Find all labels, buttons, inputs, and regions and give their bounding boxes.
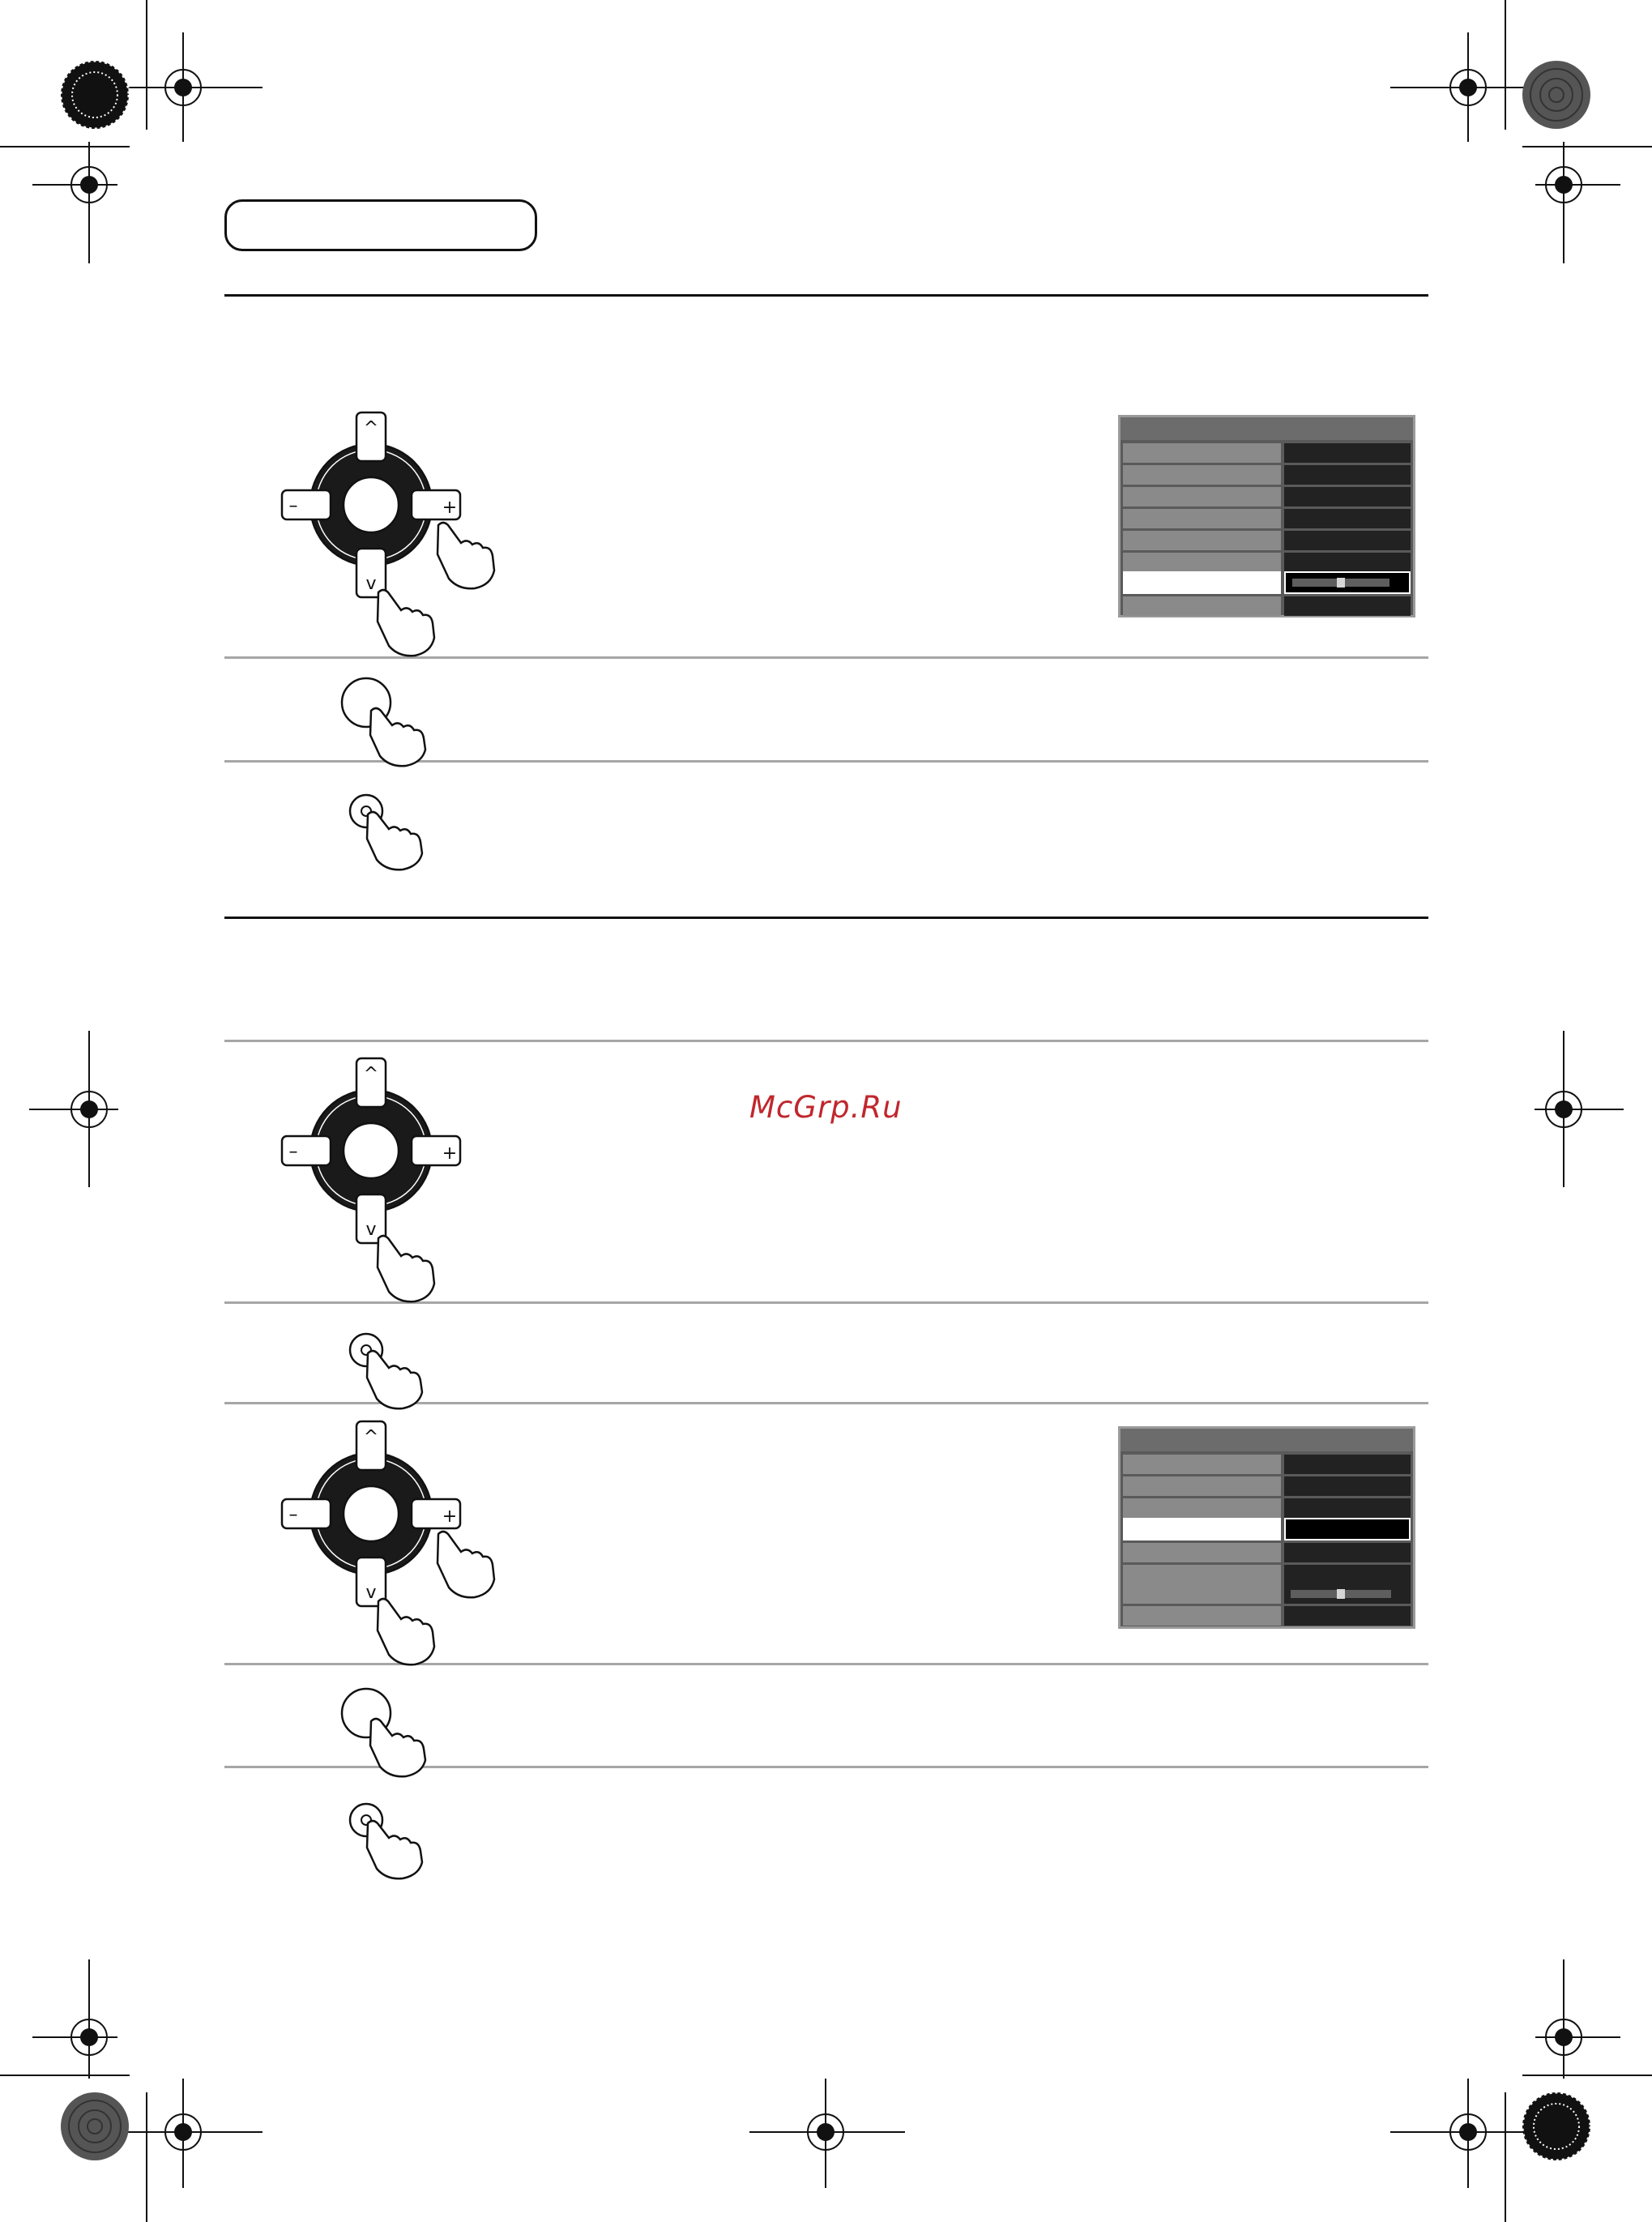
- osd-menu: [1118, 415, 1415, 617]
- osd-menu-row: [1123, 1565, 1411, 1584]
- osd-slider: [1291, 1590, 1391, 1598]
- osd-menu-row: [1123, 443, 1411, 463]
- osd-menu-header: [1121, 417, 1413, 440]
- hand-pointer-icon: [370, 708, 425, 766]
- plus-key-label: +: [442, 498, 458, 518]
- osd-menu-row: [1123, 1455, 1411, 1474]
- osd-menu-row: [1123, 1543, 1411, 1562]
- hand-pointer-icon: [370, 1719, 425, 1776]
- osd-menu-row: [1123, 596, 1411, 616]
- osd-menu-row: [1123, 553, 1411, 572]
- section-tab: [224, 199, 537, 251]
- plus-key-label: +: [442, 1506, 458, 1527]
- hand-pointer-icon: [367, 812, 422, 870]
- up-key-label: ^: [363, 418, 379, 438]
- osd-menu-row: [1123, 1606, 1411, 1626]
- osd-menu-row: [1123, 1498, 1411, 1518]
- direction-pad: [275, 1055, 486, 1282]
- section-rule: [224, 917, 1428, 919]
- osd-menu: [1118, 1426, 1415, 1629]
- direction-pad: [275, 1418, 486, 1645]
- down-key-label: v: [365, 1583, 377, 1603]
- osd-menu-row: [1123, 1476, 1411, 1496]
- hand-pointer-icon: [367, 1821, 422, 1878]
- step-divider: [224, 656, 1428, 659]
- minus-key-label: –: [288, 496, 298, 516]
- small-button-press: [345, 1799, 459, 1880]
- osd-menu-row: [1123, 1584, 1411, 1604]
- osd-menu-row: [1123, 509, 1411, 528]
- minus-key-label: –: [288, 1505, 298, 1525]
- small-button-press: [345, 790, 459, 871]
- plus-key-label: +: [442, 1143, 458, 1164]
- direction-pad: [275, 409, 486, 636]
- small-button-press: [345, 1329, 459, 1410]
- minus-key-label: –: [288, 1142, 298, 1162]
- osd-menu-row: [1123, 531, 1411, 550]
- large-button-press: [340, 1679, 454, 1768]
- osd-menu-row-selected: [1123, 571, 1411, 594]
- osd-menu-row: [1123, 487, 1411, 506]
- osd-menu-header: [1121, 1429, 1413, 1451]
- osd-slider: [1292, 579, 1389, 587]
- large-button-press: [340, 669, 454, 758]
- down-key-label: v: [365, 1220, 377, 1240]
- watermark-text: McGrp.Ru: [749, 1090, 903, 1125]
- up-key-label: ^: [363, 1427, 379, 1447]
- osd-menu-row: [1123, 465, 1411, 485]
- hand-pointer-icon: [367, 1351, 422, 1408]
- down-key-label: v: [365, 574, 377, 594]
- osd-menu-row-selected: [1123, 1518, 1411, 1540]
- osd-slider-thumb: [1337, 1589, 1345, 1599]
- section-rule: [224, 294, 1428, 297]
- osd-slider-thumb: [1337, 578, 1345, 588]
- step-divider: [224, 1040, 1428, 1042]
- up-key-label: ^: [363, 1064, 379, 1084]
